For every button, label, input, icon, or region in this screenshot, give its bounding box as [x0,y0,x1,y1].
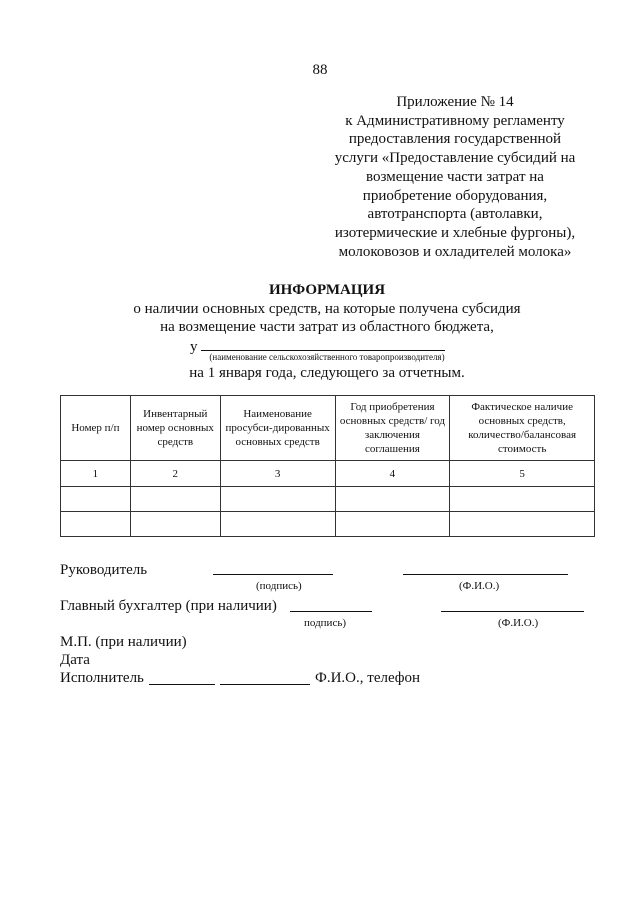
table-cell[interactable] [130,512,220,537]
recipient-prefix: у [190,339,198,355]
table-cell[interactable] [220,512,335,537]
appendix-line: услуги «Предоставление субсидий на [334,150,576,167]
head-label: Руководитель [60,562,148,578]
accountant-fio-line[interactable] [441,611,584,612]
table-row [61,487,595,512]
table-header-row [61,396,595,461]
table-number-row [61,461,595,487]
head-fio-line[interactable] [403,574,568,575]
date-line: на 1 января года, следующего за отчетным. [189,365,465,381]
appendix-line: автотранспорта (автолавки, [367,206,543,223]
table-cell[interactable] [61,487,131,512]
signature-hint: (подпись) [256,580,302,592]
table-cell[interactable] [335,487,450,512]
head-signature-line[interactable] [213,574,333,575]
signature-hint: подпись) [304,617,347,629]
assets-table [60,395,595,537]
appendix-line: приобретение оборудования, [362,187,548,204]
table-cell[interactable] [335,512,450,537]
column-number: 1 [61,461,131,487]
recipient-blank [201,336,445,351]
appendix-line: к Административному регламенту [345,112,565,129]
column-header: Наименование просубси-дированных основных средств [220,396,335,461]
column-header: Фактическое наличие основных средств, количество/балансовая стоимость [450,396,595,461]
column-header: Год приобретения основных средств/ год заключения соглашения [335,396,450,461]
table-row [61,512,595,537]
accountant-signature-line[interactable] [290,611,372,612]
executor-suffix: Ф.И.О., телефон [315,670,421,686]
executor-signature-line[interactable] [220,684,310,685]
column-number: 2 [130,461,220,487]
subtitle-line: на возмещение части затрат из областного бюджета, [160,319,494,335]
fio-hint: (Ф.И.О.) [459,580,500,592]
column-number: 4 [335,461,450,487]
appendix-line: молоковозов и охладителей молока» [338,243,572,260]
subtitle-line: о наличии основных средств, на которые получена субсидия [133,301,521,317]
fio-hint: (Ф.И.О.) [498,617,539,629]
column-number: 3 [220,461,335,487]
table-cell[interactable] [450,512,595,537]
date-label: Дата [60,652,90,668]
executor-position-line[interactable] [149,684,215,685]
table-cell[interactable] [220,487,335,512]
table-cell[interactable] [450,487,595,512]
page-number: 88 [312,62,328,78]
recipient-hint: (наименование сельскохозяйственного товаропроизводителя) [209,352,445,362]
document-title: ИНФОРМАЦИЯ [268,282,386,298]
appendix-line: возмещение части затрат на [366,168,544,185]
appendix-line: предоставления государственной [348,131,562,148]
accountant-label: Главный бухгалтер (при наличии) [60,598,277,614]
document-subtitle [0,300,640,336]
table-cell[interactable] [130,487,220,512]
executor-label: Исполнитель [60,670,144,686]
table-cell[interactable] [61,512,131,537]
stamp-label: М.П. (при наличии) [60,634,187,650]
column-number: 5 [450,461,595,487]
column-header: Номер п/п [61,396,131,461]
appendix-line: изотермические и хлебные фургоны), [334,224,576,241]
column-header: Инвентарный номер основных средств [130,396,220,461]
appendix-line: Приложение № 14 [396,94,514,110]
appendix-block [300,93,610,261]
